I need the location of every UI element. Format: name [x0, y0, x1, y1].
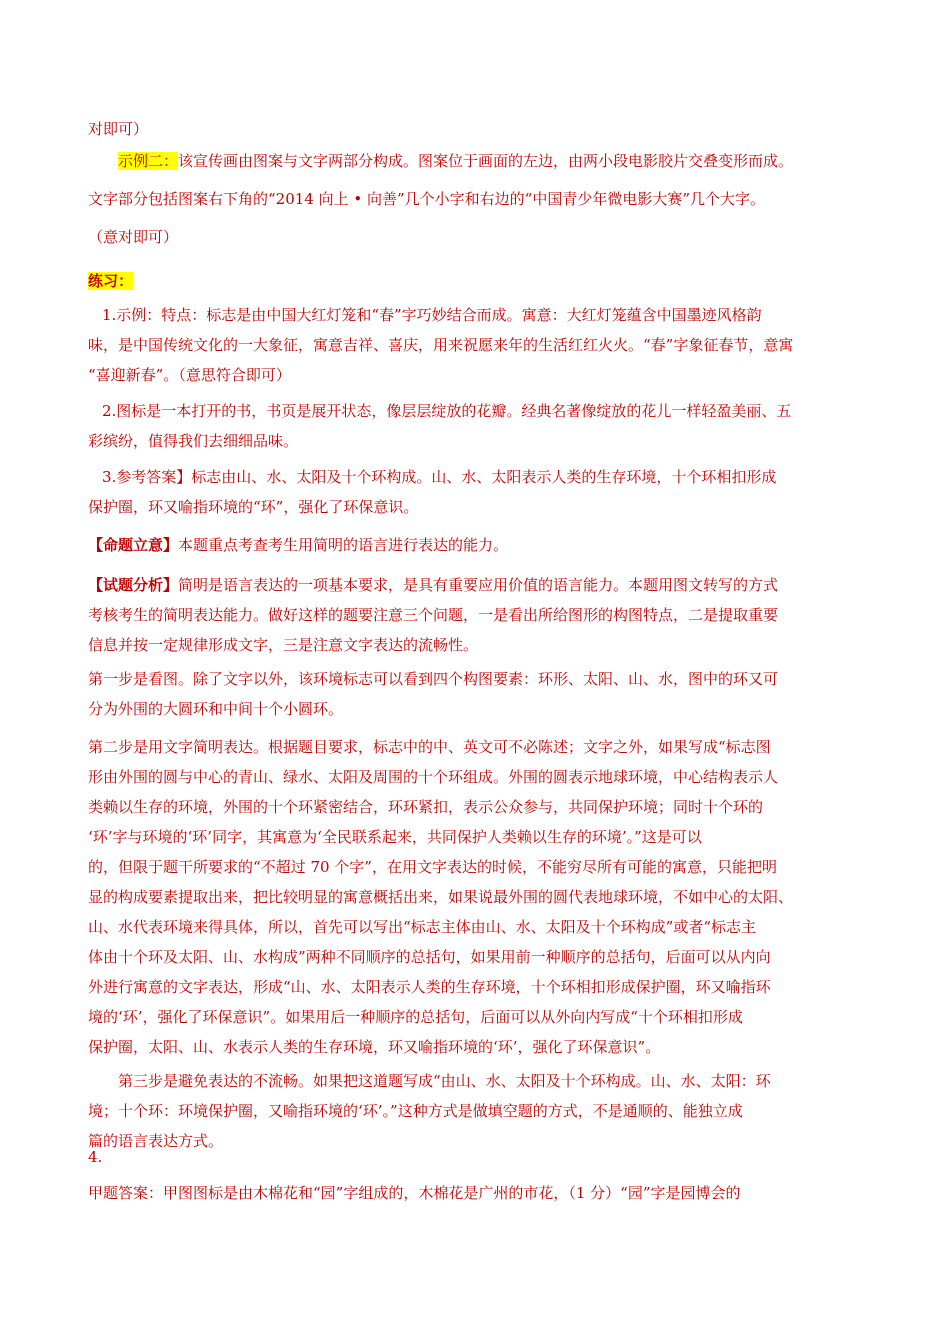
example-two-text-1: 该宣传画由图案与文字两部分构成。图案位于画面的左边，由两小段电影胶片交叠变形而成。 — [178, 152, 794, 170]
step-three-line-2: 境；十个环：环境保护圈，又喻指环境的‘环’。”这种方式是做填空题的方式，不是通顺的、能独立成 — [88, 1102, 743, 1120]
question-analysis-text-1: 简明是语言表达的一项基本要求，是具有重要应用价值的语言能力。本题用图文转写的方式 — [178, 576, 779, 594]
practice-item-1 — [88, 300, 866, 390]
step-two-line-4: ‘环’字与环境的‘环’同字，其寓意为‘全民联系起来，共同保护人类赖以生存的环境’。”这是可以 — [88, 828, 702, 846]
practice-item-2-line-1: 2.图标是一本打开的书，书页是展开状态，像层层绽放的花瓣。经典名著像绽放的花儿一样轻盈美丽、五 — [102, 402, 792, 420]
step-two-line-8: 体由十个环及太阳、山、水构成”两种不同顺序的总括句，如果用前一种顺序的总括句，后面可以从内向 — [88, 948, 771, 966]
practice-item-2 — [88, 396, 866, 456]
question-analysis-line-3: 信息并按一定规律形成文字，三是注意文字表达的流畅性。 — [88, 636, 479, 654]
previous-answer-tail: 对即可） — [88, 120, 149, 138]
example-two-line-3: （意对即可） — [88, 228, 179, 246]
step-three-line-1: 第三步是避免表达的不流畅。如果把这道题写成“由山、水、太阳及十个环构成。山、水、太阳：环 — [118, 1072, 771, 1090]
step-two-line-1: 第二步是用文字简明表达。根据题目要求，标志中的中、英文可不必陈述；文字之外，如果写成“标志图 — [88, 738, 771, 756]
question-analysis-line-2: 考核考生的简明表达能力。做好这样的题要注意三个问题，一是看出所给图形的构图特点，二是提取重要 — [88, 606, 779, 624]
question-analysis — [88, 570, 866, 660]
practice-heading — [88, 266, 866, 296]
question-analysis-label: 【试题分析】 — [88, 576, 179, 594]
step-two-line-2: 形由外围的圆与中心的青山、绿水、太阳及周围的十个环组成。外围的圆表示地球环境，中心结构表示人 — [88, 768, 779, 786]
practice-item-4-answer: 甲题答案：甲图图标是由木棉花和“园”字组成的，木棉花是广州的市花，（1 分）“园”字是园博会的 — [88, 1184, 741, 1202]
question-analysis-line-1 — [88, 570, 866, 600]
practice-item-3 — [88, 462, 866, 522]
example-two-line-1 — [88, 146, 866, 176]
practice-item-4-number: 4. — [88, 1148, 103, 1166]
practice-item-3-line-1: 3.参考答案】标志由山、水、太阳及十个环构成。山、水、太阳表示人类的生存环境，十个环相扣形成 — [102, 468, 777, 486]
step-two-line-7: 山、水代表环境来得具体，所以，首先可以写出“标志主体由山、水、太阳及十个环构成”或者“标志主 — [88, 918, 757, 936]
step-one — [88, 664, 866, 724]
practice-item-3-line-2: 保护圈，环又喻指环境的“环”，强化了环保意识。 — [88, 498, 419, 516]
step-two-line-3: 类赖以生存的环境，外围的十个环紧密结合，环环紧扣，表示公众参与，共同保护环境；同时十个环的 — [88, 798, 764, 816]
step-one-line-2: 分为外围的大圆环和中间十个小圆环。 — [88, 700, 344, 718]
proposition-intent-text: 本题重点考查考生用简明的语言进行表达的能力。 — [178, 536, 509, 554]
proposition-intent-label: 【命题立意】 — [88, 536, 179, 554]
step-two — [88, 732, 866, 1062]
step-one-line-1: 第一步是看图。除了文字以外，该环境标志可以看到四个构图要素：环形、太阳、山、水，图中的环又可 — [88, 670, 779, 688]
practice-item-1-line-3: “喜迎新春”。（意思符合即可） — [88, 366, 291, 384]
practice-item-1-line-2: 味，是中国传统文化的一大象征，寓意吉祥、喜庆，用来祝愿来年的生活红红火火。“春”字象征春节，意寓 — [88, 336, 794, 354]
step-two-line-11: 保护圈，太阳、山、水表示人类的生存环境，环又喻指环境的‘环’，强化了环保意识”。 — [88, 1038, 661, 1056]
practice-heading-label: 练习： — [88, 272, 134, 290]
example-two-label: 示例二： — [118, 152, 179, 170]
example-two — [88, 146, 866, 252]
step-three-line-3: 篇的语言表达方式。 — [88, 1132, 224, 1150]
practice-item-2-line-2: 彩缤纷，值得我们去细细品味。 — [88, 432, 299, 450]
proposition-intent — [88, 530, 866, 560]
example-two-line-2: 文字部分包括图案右下角的“2014 向上 • 向善”几个小字和右边的“中国青少年微电影大赛”几个大字。 — [88, 190, 766, 208]
step-two-line-5: 的，但限于题干所要求的“不超过 70 个字”，在用文字表达的时候，不能穷尽所有可能的寓意，只能把明 — [88, 858, 777, 876]
step-two-line-9: 外进行寓意的文字表达，形成“山、水、太阳表示人类的生存环境，十个环相扣形成保护圈，环又喻指环 — [88, 978, 771, 996]
step-two-line-6: 显的构成要素提取出来，把比较明显的寓意概括出来，如果说最外围的圆代表地球环境，不如中心的太阳、 — [88, 888, 794, 906]
practice-item-1-line-1: 1.示例：特点：标志是由中国大红灯笼和“春”字巧妙结合而成。寓意：大红灯笼蕴含中国墨迹风格韵 — [102, 306, 762, 324]
step-two-line-10: 境的‘环’，强化了环保意识”。如果用后一种顺序的总括句，后面可以从外向内写成“十个环相扣形成 — [88, 1008, 743, 1026]
